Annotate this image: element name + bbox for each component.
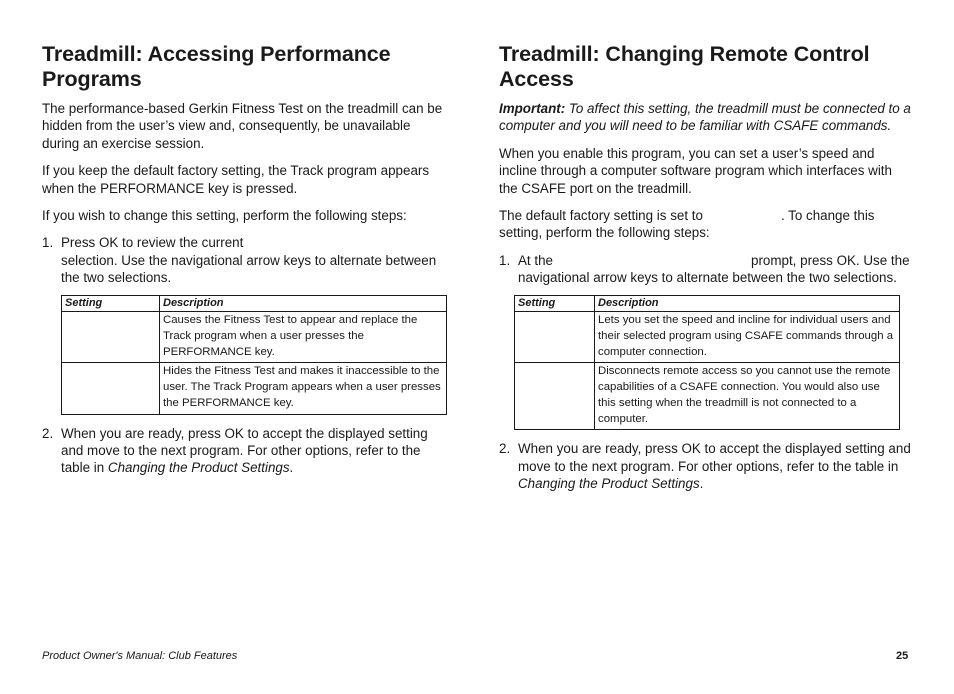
table-cell-description: Causes the Fitness Test to appear and replace the Track program when a user presses the PERFORMANCE key. bbox=[160, 312, 447, 363]
right-step-2-number: 2. bbox=[499, 441, 511, 457]
left-default-paragraph: If you keep the default factory setting, the Track program appears when the PERFORMANCE key is pressed. bbox=[42, 163, 430, 196]
right-step-2-text: When you are ready, press OK to accept the displayed setting and move to the next program. For other options, refer to the table in bbox=[518, 441, 911, 474]
left-step-1 bbox=[42, 234, 450, 286]
left-step-2-text: When you are ready, press OK to accept the displayed setting and move to the next program. For other options, refer to the table in bbox=[61, 425, 428, 476]
table-cell-setting bbox=[515, 312, 595, 363]
left-step-1-text-b: selection. Use the navigational arrow keys to alternate between the two selections. bbox=[61, 252, 437, 286]
table-row bbox=[515, 363, 900, 430]
important-label: Important: bbox=[499, 101, 566, 116]
left-section-title: Treadmill: Accessing Performance Programs bbox=[42, 42, 391, 91]
left-settings-table bbox=[61, 295, 447, 415]
table-cell-description: Hides the Fitness Test and makes it inaccessible to the user. The Track Program appears when a user presses the PERFORMANCE key. bbox=[160, 363, 447, 414]
table-header-setting: Setting bbox=[62, 295, 160, 312]
right-important-note bbox=[499, 100, 912, 135]
table-row bbox=[62, 363, 447, 414]
right-step-1-text-a: At the bbox=[518, 252, 553, 268]
right-step-1 bbox=[499, 252, 912, 287]
table-header-row bbox=[62, 295, 447, 312]
left-step-1-number: 1. bbox=[42, 235, 54, 251]
table-header-row bbox=[515, 295, 900, 312]
left-step-2-reference: Changing the Product Settings bbox=[107, 460, 290, 476]
right-default-text-a: The default factory setting is set to bbox=[499, 208, 703, 224]
left-column bbox=[42, 42, 450, 485]
table-cell-description: Lets you set the speed and incline for individual users and their selected program using CSAFE commands through a computer connection. bbox=[595, 312, 900, 363]
right-section-title: Treadmill: Changing Remote Control Access bbox=[499, 42, 870, 91]
right-default-paragraph bbox=[499, 207, 912, 242]
table-header-description: Description bbox=[595, 295, 900, 312]
table-header-description: Description bbox=[160, 295, 447, 312]
right-column bbox=[499, 42, 912, 501]
table-header-setting: Setting bbox=[515, 295, 595, 312]
right-step-1-text-b: prompt, press OK. Use the navigational arrow keys to alternate between the two selections. bbox=[518, 252, 910, 286]
table-cell-setting bbox=[62, 312, 160, 363]
right-step-2-end: . bbox=[699, 476, 704, 492]
table-cell-description: Disconnects remote access so you cannot use the remote capabilities of a CSAFE connection. You would also use this setting when the treadmill is not connected to a computer. bbox=[595, 363, 900, 430]
table-cell-setting bbox=[62, 363, 160, 414]
right-intro-paragraph: When you enable this program, you can set a user’s speed and incline through a computer software program which interfaces with the CSAFE port on the treadmill. bbox=[499, 145, 892, 196]
left-steps-intro: If you wish to change this setting, perform the following steps: bbox=[42, 208, 407, 224]
table-cell-setting bbox=[515, 363, 595, 430]
left-step-1-text-a: Press OK to review the current bbox=[61, 235, 244, 251]
table-row bbox=[62, 312, 447, 363]
table-row bbox=[515, 312, 900, 363]
footer-page-number: 25 bbox=[896, 650, 909, 662]
left-step-2-end: . bbox=[289, 460, 294, 476]
right-default-text-b: . To change this setting, perform the following steps: bbox=[499, 208, 875, 241]
left-step-2-number: 2. bbox=[42, 425, 54, 441]
right-step-2 bbox=[499, 440, 912, 492]
footer-manual-title: Product Owner's Manual: Club Features bbox=[42, 650, 238, 662]
left-intro-paragraph: The performance-based Gerkin Fitness Test on the treadmill can be hidden from the user’s view and, consequently, be unavailable during an exercise session. bbox=[42, 101, 443, 151]
right-step-1-number: 1. bbox=[499, 252, 511, 268]
important-text: To affect this setting, the treadmill must be connected to a computer and you will need to be familiar with CSAFE commands. bbox=[499, 101, 911, 134]
right-step-2-reference: Changing the Product Settings bbox=[518, 476, 700, 492]
right-settings-table bbox=[514, 295, 900, 431]
left-step-2 bbox=[42, 425, 450, 477]
